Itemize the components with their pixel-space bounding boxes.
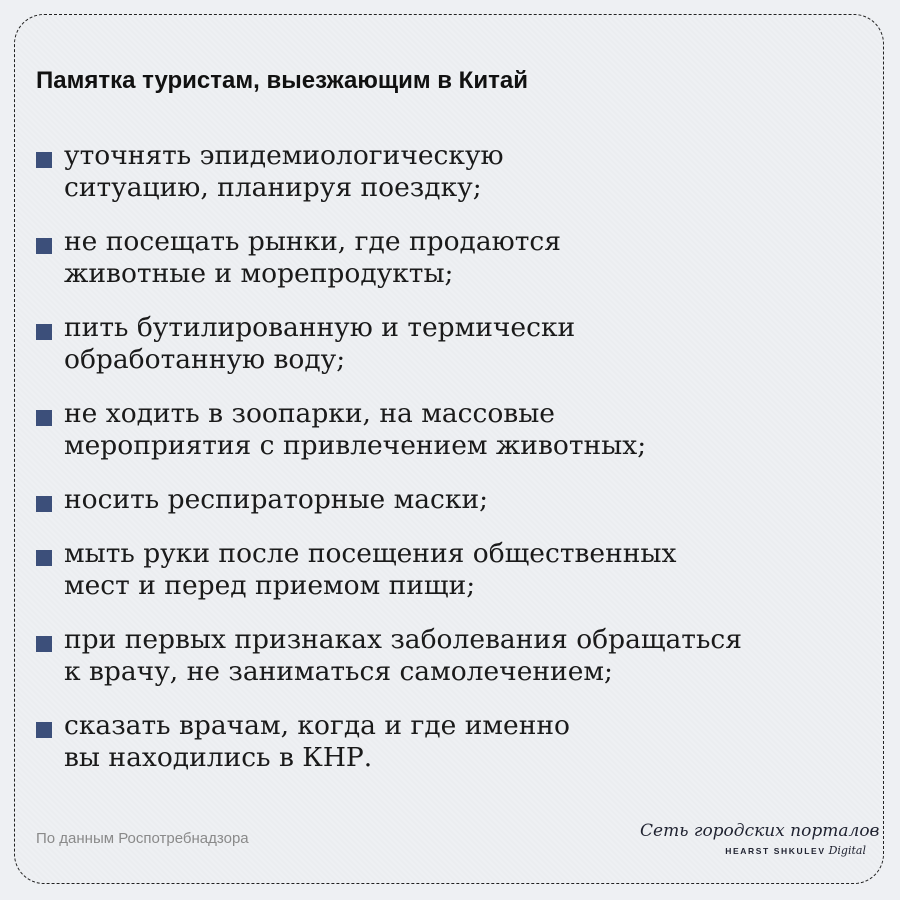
list-item-text: уточнять эпидемиологическую ситуацию, планируя поездку; (64, 140, 504, 203)
publisher-logo (640, 820, 880, 858)
list-item (36, 538, 866, 602)
list-item (36, 710, 866, 774)
logo-subline (640, 842, 866, 858)
square-bullet-icon (36, 324, 52, 340)
page-title: Памятка туристам, выезжающим в Китай (36, 67, 528, 94)
square-bullet-icon (36, 496, 52, 512)
list-item-text: мыть руки после посещения общественных мест и перед приемом пищи; (64, 538, 677, 601)
list-item-text: при первых признаках заболевания обращаться к врачу, не заниматься самолечением; (64, 624, 742, 687)
list-item-text: носить респираторные маски; (64, 484, 489, 515)
square-bullet-icon (36, 722, 52, 738)
advice-list (36, 140, 866, 774)
list-item (36, 398, 866, 462)
square-bullet-icon (36, 550, 52, 566)
list-item (36, 624, 866, 688)
logo-brand-text: HEARST SHKULEV (725, 846, 826, 856)
list-item (36, 484, 866, 516)
logo-digital-text: Digital (828, 844, 866, 857)
square-bullet-icon (36, 238, 52, 254)
list-item-text: пить бутилированную и термически обработанную воду; (64, 312, 576, 375)
list-item-text: не посещать рынки, где продаются животные и морепродукты; (64, 226, 561, 289)
square-bullet-icon (36, 410, 52, 426)
source-note: По данным Роспотребнадзора (36, 830, 249, 847)
list-item (36, 140, 866, 204)
square-bullet-icon (36, 636, 52, 652)
list-item (36, 226, 866, 290)
square-bullet-icon (36, 152, 52, 168)
list-item-text: не ходить в зоопарки, на массовые мероприятия с привлечением животных; (64, 398, 647, 461)
logo-main-text: Сеть городских порталов (640, 821, 880, 841)
list-item (36, 312, 866, 376)
list-item-text: сказать врачам, когда и где именно вы находились в КНР. (64, 710, 570, 773)
